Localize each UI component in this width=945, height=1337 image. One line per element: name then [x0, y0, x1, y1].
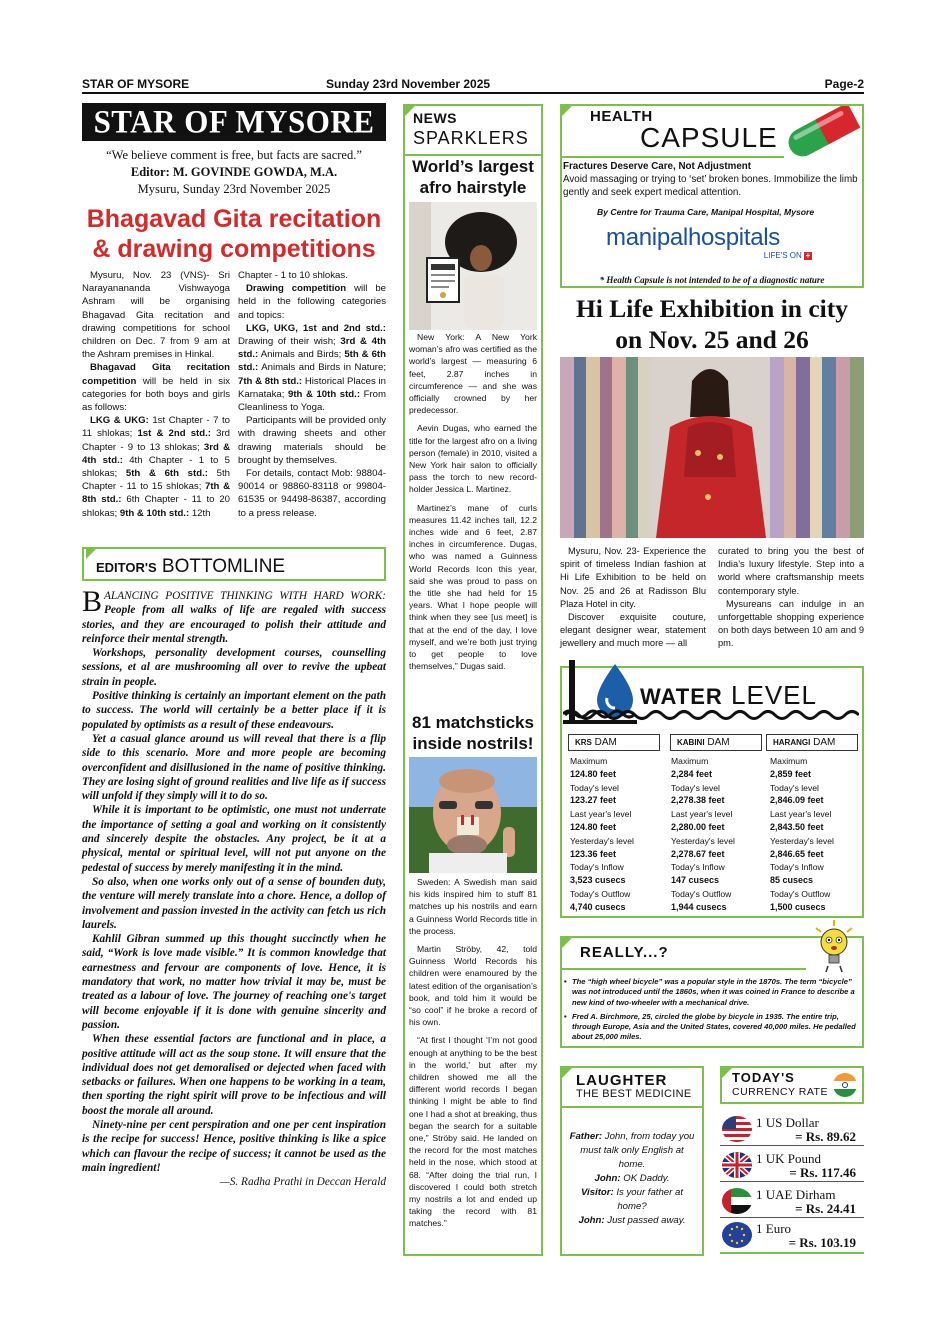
story2-para: Sweden: A Swedish man said his kids inspired him to stuff 81 matches up his nostrils and earn a Guinness World Records title in the process.	[409, 877, 537, 936]
health-disclaimer: * Health Capsule is not intended to be of a diagnostic nature	[599, 275, 825, 285]
stat-value: 1,944 cusecs	[671, 901, 727, 912]
hilife-headline-line2: on Nov. 25 and 26	[615, 325, 809, 354]
stat-label: Today's Inflow	[770, 862, 824, 873]
eu-flag-icon	[722, 1222, 752, 1248]
hilife-headline	[556, 293, 868, 355]
header-page-number: Page-2	[824, 77, 864, 91]
stat-value: 2,843.50 feet	[770, 821, 824, 832]
stat-value: 4,740 cusecs	[570, 901, 626, 912]
afro-photo	[409, 202, 537, 330]
stat-label: Today's Outflow	[770, 888, 831, 899]
health-body	[563, 160, 859, 219]
hilife-column-1	[560, 545, 706, 651]
currency-label-1: TODAY'S	[732, 1070, 795, 1085]
stat-label: Last year's level	[770, 809, 832, 820]
bhagavad-text: Animals and Birds in Nature;	[258, 362, 386, 374]
currency-value: = Rs. 103.19	[788, 1235, 856, 1250]
matchsticks-photo	[409, 757, 537, 873]
uk-flag-icon	[722, 1152, 752, 1178]
logo-text-b: hospitals	[687, 224, 780, 251]
logo-text-a: manipal	[606, 224, 688, 251]
dam-suffix: DAM	[810, 737, 836, 748]
bhagavad-text: From Cleanliness to Yoga.	[238, 388, 386, 414]
currency-value: = Rs. 24.41	[795, 1201, 856, 1216]
eb-para: Positive thinking is certainly an important element on the path to success. The world will certainly be a better place if it is populated by optimists as a result of these endeavours.	[82, 690, 386, 731]
story2-headline: 81 matchsticks inside nostrils!	[412, 713, 534, 753]
hilife-column-2	[718, 545, 864, 651]
stat-label: Today's Outflow	[570, 888, 631, 899]
joke-speaker: Visitor:	[580, 1187, 614, 1198]
story2-para: Martin Ströby, 42, told Guinness World Records his children were enamoured by the latest edition of the organisation’s book, and told him it would be “so cool” if he broke a record of his own.	[409, 944, 537, 1028]
uae-flag-icon	[722, 1188, 752, 1214]
stat-value: 123.27 feet	[570, 795, 617, 806]
bhagavad-headline-line1: Bhagavad Gita recitation	[86, 205, 382, 233]
joke-line: OK Daddy.	[620, 1173, 670, 1184]
stat-label: Last year's level	[570, 809, 632, 820]
bhagavad-text: 1st Chapter - 7 to 11 shlokas;	[82, 415, 230, 440]
manipal-hospitals-logo	[606, 224, 816, 264]
eb-para: People from all walks of life are regaled with success stories, and they are encouraged to polish their attitude and reinforce their mental strength.	[82, 604, 386, 645]
story2-para: “At first I thought ‘I’m not good enough at anything to be the best in the world,’ but after my children showed me all the different world records I began thinking I might be able to find one I had a shot at breaking, thus began the search for a suitable one,” Ströby said. He landed on the record for the most matches held in the nose, which stood at 68. “After doing the trial run, I discovered I could both stretch my nostrils a lot and ended up taking the record with 81 matches.”	[409, 1035, 537, 1229]
hilife-para: Discover exquisite couture, elegant designer wear, statement jewellery and much more — all	[560, 612, 706, 649]
bhagavad-bold: Drawing competition	[246, 283, 347, 295]
header-date: Sunday 23rd November 2025	[326, 77, 491, 91]
stat-label: Maximum	[570, 756, 608, 766]
page-header	[82, 76, 864, 94]
bhagavad-bold: 5th & 6th std.:	[238, 349, 386, 374]
stat-value: 147 cusecs	[671, 875, 720, 886]
header-paper-name: STAR OF MYSORE	[82, 77, 190, 91]
stat-label: Yesterday's level	[671, 835, 735, 846]
hilife-para: Mysureans can indulge in an unforgettable shopping experience on both days between 10 am and 9 pm.	[718, 598, 864, 649]
eb-para: So also, when one works only out of a sense of bounden duty, the venture will merely translate into a chore. Hence, a dollop of involvement and passion invested in the activity can fetch us rich laurels.	[82, 875, 386, 931]
dam-name: HARANGI	[773, 738, 811, 747]
bhagavad-column-1	[82, 269, 230, 520]
currency-value: = Rs. 89.62	[795, 1129, 856, 1144]
dam-name: KABINI	[677, 738, 705, 747]
bhagavad-para: Chapter - 1 to 10 shlokas.	[238, 270, 348, 281]
currency-row-eur	[720, 1220, 864, 1252]
masthead-title: STAR OF MYSORE	[93, 103, 375, 140]
story1-headline: World’s largest afro hairstyle	[412, 157, 534, 197]
bhagavad-text: will be held in six categories for both boys and girls as follows:	[82, 375, 230, 414]
bhagavad-text: Historical Places in Karnataka;	[238, 375, 386, 400]
list-item: • Fred A. Birchmore, 25, circled the globe by bicycle in 1935. The entire trip, through Europe, Asia and the United States, covered 40,000 miles. He pedalled about 25,000 miles.	[564, 1011, 856, 1042]
story2-body	[409, 876, 537, 1230]
krs-dam-stats	[570, 755, 662, 914]
currency-name: 1 Euro	[756, 1221, 792, 1236]
hilife-para: Mysuru, Nov. 23- Experience the spirit of timeless Indian fashion at Hi Life Exhibition to be held on Nov. 25 and 26 at Radisson Blu Plaza Hotel in city.	[560, 546, 706, 609]
bhagavad-bold: Bhagavad Gita recitation competition	[82, 362, 230, 387]
really-item-text: Fred A. Birchmore, 25, circled the globe by bicycle in 1935. The entire trip, through Europe, Asia and the United States, covered 40,000 miles. He pedalled about 25,000 miles.	[572, 1011, 856, 1042]
bhagavad-bold: LKG, UKG, 1st and 2nd std.:	[246, 322, 386, 334]
eb-credit: —S. Radha Prathi in Deccan Herald	[219, 1176, 386, 1189]
india-flag-icon	[832, 1072, 858, 1098]
bhagavad-text: 6th Chapter - 11 to 20 shlokas;	[82, 494, 230, 519]
stat-value: 2,846.65 feet	[770, 848, 824, 859]
capsule-pill-icon	[780, 106, 864, 158]
stat-label: Today's Inflow	[570, 862, 624, 873]
stat-value: 2,859 feet	[770, 768, 812, 779]
eb-para: Kahlil Gibran summed up this thought succinctly when he said, “Work is love made visible.” It is common knowledge that earnestness and fervour are components of love. Hence, it is mandatory that work, no matter how trivial it may be, must be treated as a labour of love. The journey of reaching one's target will become enjoyable if it is done with genuine sincerity and passion.	[82, 933, 386, 1031]
joke-line: Is your father at home?	[613, 1187, 684, 1212]
bhagavad-bold: 3rd & 4th std.:	[82, 441, 230, 466]
kabini-dam-stats	[671, 755, 763, 914]
eb-para: Workshops, personality development courses, counselling sessions, et al are mushrooming all over to revive the upbeat strain in people.	[82, 647, 386, 688]
stat-value: 123.36 feet	[570, 848, 617, 859]
joke-speaker: John:	[578, 1215, 605, 1226]
laughter-label-2: THE BEST MEDICINE	[576, 1088, 692, 1100]
currency-name: 1 UAE Dirham	[756, 1187, 836, 1202]
masthead-dateline: Mysuru, Sunday 23rd November 2025	[137, 182, 331, 196]
currency-name: 1 UK Pound	[756, 1151, 822, 1166]
news-sparklers-label-2: SPARKLERS	[413, 128, 529, 148]
stat-label: Today's Inflow	[671, 862, 725, 873]
eb-para: Ninety-nine per cent perspiration and one per cent inspiration is the recipe for success! Hence, positive thinking is like a spice which can flavour the recipe of success; it cannot be used as the main ingredient!	[82, 1118, 386, 1174]
bhagavad-headline-line2: & drawing competitions	[92, 235, 376, 263]
lightbulb-mascot-icon	[808, 918, 860, 974]
hilife-para: curated to bring you the best of India’s luxury lifestyle. Step into a world where craftsmanship meets contemporary style.	[718, 546, 864, 596]
story1-para: Martinez’s mane of curls measures 11.42 inches tall, 12.2 inches wide and 6 feet, 2.87 inches in circumference. Dugas, who was named a Guinness World Records Icon this year, said she was proud to pass on the title she had held for 15 years. What I hope people will think when they see [us meet] is that at the end of the day, I love myself, and we’re both just trying to get people to love themselves,” Dugas said.	[409, 502, 537, 672]
stat-value: 3,523 cusecs	[570, 875, 626, 886]
masthead-editor: Editor: M. GOVINDE GOWDA, M.A.	[130, 165, 338, 179]
currency-row-usd	[720, 1114, 864, 1146]
really-list	[564, 977, 860, 1043]
bhagavad-bold: 3rd & 4th std.:	[238, 336, 386, 361]
stat-label: Last year's level	[671, 809, 733, 820]
currency-value: = Rs. 117.46	[789, 1165, 856, 1180]
bhagavad-headline	[82, 204, 386, 264]
bhagavad-text: Animals and Birds;	[258, 349, 345, 361]
eb-para: While it is important to be optimistic, one must not underrate the importance of setting a goal and working on it consistently and sincerely despite the obstacles. Any project, be it at a physical, mental or spiritual level, will not put anyone on the pedestal of success by merely manifesting it in the mind.	[82, 804, 386, 874]
harangi-dam-label	[766, 734, 858, 751]
stat-label: Today's level	[570, 782, 619, 793]
water-label-2: LEVEL	[722, 680, 817, 710]
dam-suffix: DAM	[591, 737, 617, 748]
stat-label: Today's Outflow	[671, 888, 732, 899]
editors-bottomline-header	[82, 547, 386, 581]
masthead-motto: “We believe comment is free, but facts are sacred.”	[106, 148, 362, 162]
health-text: Avoid massaging or trying to ‘set’ broken bones. Immobilize the limb gently and seek expert medical attention.	[563, 174, 858, 198]
health-label-2: CAPSULE	[640, 122, 778, 153]
bhagavad-text: will be held in the following categories and topics:	[238, 283, 386, 321]
bhagavad-bold: 7th & 8th std.:	[238, 375, 303, 387]
currency-name: 1 US Dollar	[756, 1115, 819, 1130]
story1-para: New York: A New York woman’s afro was certified as the world’s largest — measuring 6 feet, 2.87 inches in circumference — and she was officially crowned by her predecessor.	[409, 332, 537, 416]
joke-speaker: John:	[594, 1173, 621, 1184]
health-headline: Fractures Deserve Care, Not Adjustment	[563, 161, 752, 172]
laughter-label-1: LAUGHTER	[576, 1072, 668, 1089]
bhagavad-bold: 9th & 10th std.:	[287, 388, 361, 400]
label-bold: EDITOR'S	[96, 560, 157, 575]
hilife-photo	[560, 357, 864, 538]
really-label: REALLY...?	[580, 944, 669, 961]
currency-row-gbp	[720, 1150, 864, 1182]
eb-caps: ALANCING POSITIVE THINKING WITH HARD WORK:	[104, 590, 386, 602]
bhagavad-text: 3rd Chapter - 9 to 13 shlokas;	[82, 428, 230, 453]
editors-bottomline-text	[82, 585, 386, 1189]
bhagavad-column-2	[238, 269, 386, 520]
water-label-1: WATER	[640, 684, 723, 709]
list-item: • The “high wheel bicycle” was a popular style in the 1870s. The term “bicycle” was not introduced until the 1860s, when it was coined in France to describe a new kind of two-wheeler with a mechanical drive.	[564, 977, 855, 1007]
masthead-info	[82, 147, 386, 198]
stat-value: 2,278.67 feet	[671, 848, 725, 859]
hilife-headline-line1: Hi Life Exhibition in city	[575, 294, 849, 323]
stat-value: 2,280.00 feet	[671, 821, 725, 832]
currency-label-2: CURRENCY RATE	[732, 1086, 828, 1098]
stat-value: 85 cusecs	[770, 875, 814, 886]
stat-value: 2,278.38 feet	[671, 795, 725, 806]
stat-label: Today's level	[671, 782, 720, 793]
news-sparklers-label-1: NEWS	[413, 110, 457, 126]
joke-line: John, from today you must talk only English at home.	[580, 1131, 695, 1170]
bhagavad-bold: 5th & 6th std.:	[125, 468, 208, 480]
laughter-joke	[568, 1130, 696, 1228]
stat-label: Yesterday's level	[570, 835, 634, 846]
bhagavad-text: Drawing of their wish;	[238, 336, 341, 348]
health-label-1: HEALTH	[590, 108, 653, 125]
stat-value: 2,846.09 feet	[770, 795, 824, 806]
really-item-text: The “high wheel bicycle” was a popular style in the 1870s. The term “bicycle” was not introduced until the 1860s, when it was coined in France to describe a new kind of two-wheeler with a mechanical drive.	[572, 977, 855, 1007]
dam-name: KRS	[575, 738, 592, 747]
krs-dam-label	[568, 734, 660, 751]
story1-body	[409, 331, 537, 672]
bhagavad-text: 4th Chapter - 1 to 5 shlokas;	[82, 454, 231, 480]
health-byline: By Centre for Trauma Care, Manipal Hospital, Mysore	[597, 207, 815, 217]
bhagavad-bold: LKG & UKG:	[90, 415, 149, 427]
us-flag-icon	[722, 1116, 752, 1142]
eb-para: Yet a casual glance around us will reveal that there is a flip side to this scenario. More and more people are becoming overconfident and disillusioned in the name of positive thinking. They are losing sight of ground realities and live life as if success will unfold if they simply will it to do so.	[82, 732, 386, 803]
stat-label: Maximum	[671, 756, 709, 766]
kabini-dam-label	[670, 734, 762, 751]
stat-label: Maximum	[770, 756, 808, 766]
editors-bottomline-label	[96, 556, 285, 578]
plus-icon: +	[805, 251, 811, 260]
dam-suffix: DAM	[704, 737, 730, 748]
story1-para: Aevin Dugas, who earned the title for the largest afro on a living person (female) in 2010, visited a New York hair salon to officially pass the torch to new record-holder Jessica L. Martinez.	[409, 423, 537, 495]
bhagavad-text: 12th	[189, 507, 211, 519]
joke-speaker: Father:	[569, 1131, 603, 1142]
bhagavad-bold: 7th & 8th std.:	[82, 481, 230, 506]
stat-value: 124.80 feet	[570, 768, 617, 779]
currency-row-aed	[720, 1186, 864, 1218]
stat-label: Today's level	[770, 782, 819, 793]
stat-value: 124.80 feet	[570, 821, 617, 832]
label-thin: BOTTOMLINE	[156, 556, 286, 577]
bhagavad-para: For details, contact Mob: 98804-90014 or 98860-83118 or 99804-61535 or 94498-86387, according to a press release.	[238, 468, 386, 519]
joke-line: Just passed away.	[604, 1215, 686, 1226]
bhagavad-text: 5th Chapter - 11 to 15 shlokas;	[82, 468, 230, 493]
logo-tagline: LIFE'S ON	[763, 251, 802, 260]
bhagavad-bold: 1st & 2nd std.:	[137, 428, 211, 440]
bhagavad-para: Participants will be provided only with drawing sheets and other drawing materials should be brought by themselves.	[238, 415, 386, 466]
stat-value: 1,500 cusecs	[770, 901, 826, 912]
wave-divider-icon	[565, 706, 859, 724]
dropcap: B	[82, 585, 103, 618]
harangi-dam-stats	[770, 755, 862, 914]
bhagavad-bold: 9th & 10th std.:	[119, 507, 190, 519]
stat-label: Yesterday's level	[770, 835, 834, 846]
eb-para: When these essential factors are functional and in place, a positive attitude will act as the soup stone. It will ensure that the individual does not get demoralised or dejected when faced with setbacks or failures. When one happens to be working in a team, then sporting the right spirit will prove to be infectious and will boost the morale all around.	[82, 1033, 386, 1117]
bhagavad-para: Mysuru, Nov. 23 (VNS)- Sri Narayanananda Vishwayoga Ashram will be organising Bhagavad Gita recitation and drawing competitions for school children on Dec. 7 from 9 am at the Ashram premises in Hinkal.	[82, 270, 230, 361]
masthead	[82, 103, 386, 141]
stat-value: 2,284 feet	[671, 768, 713, 779]
